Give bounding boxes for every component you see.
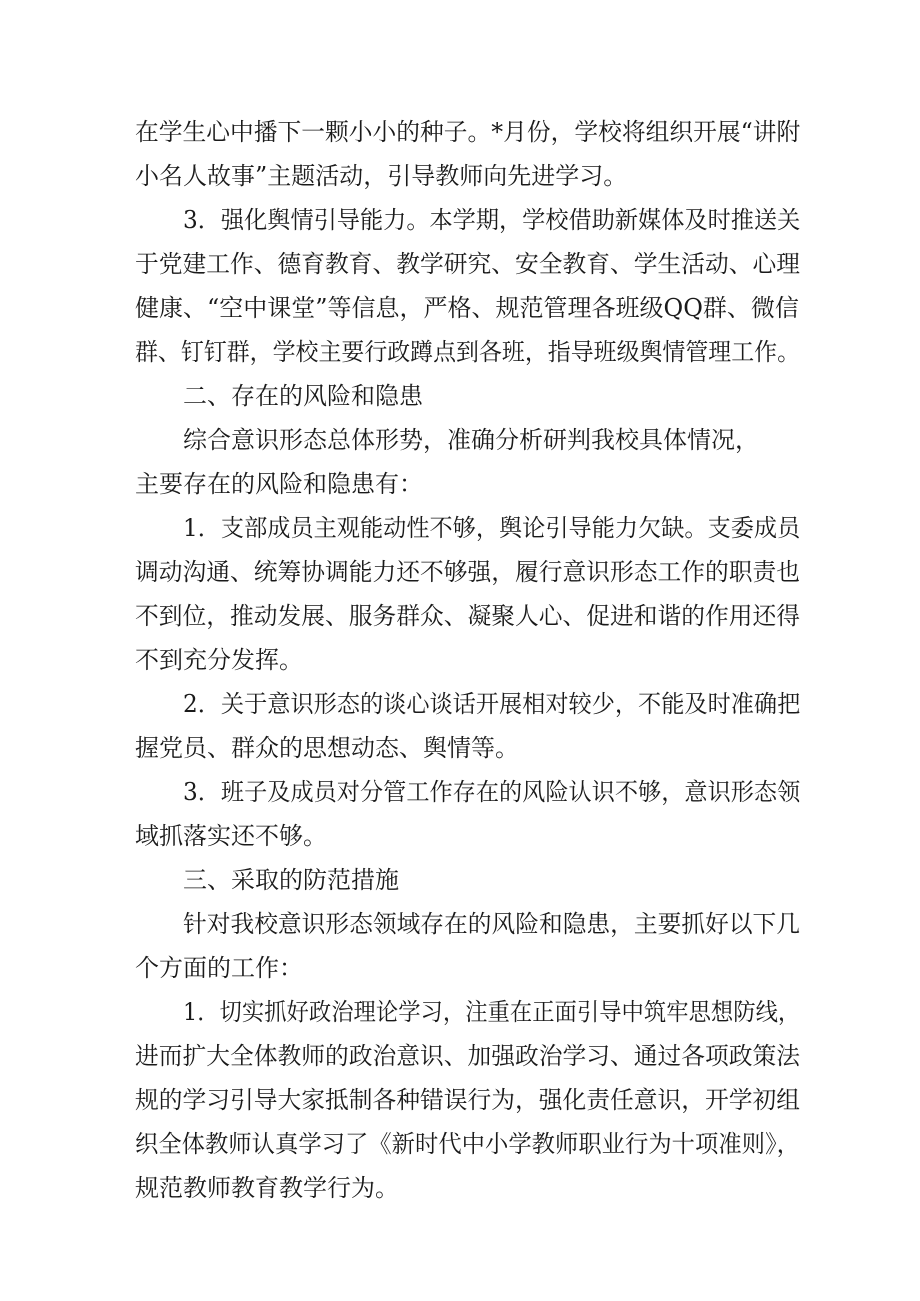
- list-item-line: 1．支部成员主观能动性不够，舆论引导能力欠缺。支委成员: [183, 514, 801, 542]
- body-text-line: 针对我校意识形态领域存在的风险和隐患，主要抓好以下几: [183, 910, 801, 938]
- list-item-line: 2．关于意识形态的谈心谈话开展相对较少，不能及时准确把: [183, 690, 801, 718]
- body-text-line: 不到充分发挥。: [135, 646, 303, 674]
- list-item-line: 3．班子及成员对分管工作存在的风险认识不够，意识形态领: [183, 778, 801, 806]
- list-item-line: 1．切实抓好政治理论学习，注重在正面引导中筑牢思想防线，: [183, 998, 801, 1026]
- body-text-line: 群、钉钉群，学校主要行政蹲点到各班，指导班级舆情管理工作。: [135, 338, 801, 366]
- body-text-line: 规的学习引导大家抵制各种错误行为，强化责任意识，开学初组: [135, 1086, 801, 1114]
- section-heading-2: 二、存在的风险和隐患: [183, 382, 423, 410]
- section-heading-3: 三、采取的防范措施: [183, 866, 399, 894]
- body-text-line: 进而扩大全体教师的政治意识、加强政治学习、通过各项政策法: [135, 1042, 801, 1070]
- body-text-line: 于党建工作、德育教育、教学研究、安全教育、学生活动、心理: [135, 250, 801, 278]
- body-text-line: 健康、“空中课堂”等信息，严格、规范管理各班级QQ群、微信: [135, 294, 799, 322]
- body-text-line: 域抓落实还不够。: [135, 822, 327, 850]
- body-text-line: 个方面的工作：: [135, 954, 303, 982]
- body-text-line: 主要存在的风险和隐患有：: [135, 470, 423, 498]
- body-text-line: 规范教师教育教学行为。: [135, 1174, 399, 1202]
- body-text-line: 握党员、群众的思想动态、舆情等。: [135, 734, 519, 762]
- body-text-line: 在学生心中播下一颗小小的种子。*月份，学校将组织开展“讲附: [135, 118, 801, 146]
- list-item-line: 3．强化舆情引导能力。本学期，学校借助新媒体及时推送关: [183, 206, 801, 234]
- body-text-line: 织全体教师认真学习了《新时代中小学教师职业行为十项准则》，: [135, 1130, 800, 1158]
- body-text-line: 调动沟通、统筹协调能力还不够强，履行意识形态工作的职责也: [135, 558, 801, 586]
- body-text-line: 综合意识形态总体形势，准确分析研判我校具体情况，: [183, 426, 759, 454]
- body-text-line: 小名人故事”主题活动，引导教师向先进学习。: [135, 162, 628, 190]
- body-text-line: 不到位，推动发展、服务群众、凝聚人心、促进和谐的作用还得: [135, 602, 801, 630]
